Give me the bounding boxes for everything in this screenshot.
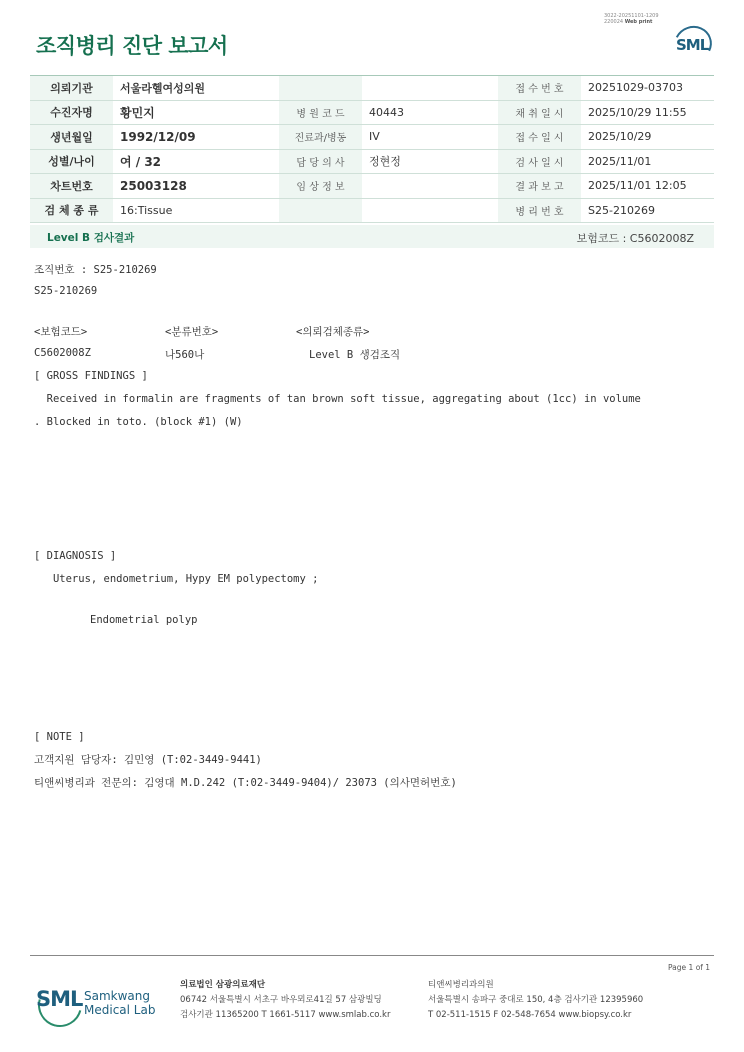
footer-col1-line-1: 의료법인 삼광의료재단 (180, 980, 266, 990)
print-code-2: 220024 (604, 19, 624, 25)
info-label-cell: 차트번호 (30, 174, 113, 199)
col-head-insurance: <보험코드> (34, 326, 88, 338)
footer-logo-sml: SML (36, 987, 83, 1011)
info-label-cell: 수진자명 (30, 100, 113, 125)
sml-logo (674, 26, 712, 62)
info-row (30, 76, 714, 101)
info-label-cell: 의뢰기관 (30, 76, 113, 101)
note-line-1: 고객지원 담당자: 김민영 (T:02-3449-9441) (34, 754, 262, 766)
result-title: Level B 검사결과 (47, 232, 135, 244)
info-value-cell: 2025/11/01 12:05 (581, 174, 714, 199)
gross-line-2: . Blocked in toto. (block #1) (W) (34, 416, 243, 428)
footer-col1-line-3: 검사기관 11365200 T 1661-5117 www.smlab.co.kr (180, 1010, 391, 1020)
footer-col2-line-3: T 02-511-1515 F 02-548-7654 www.biopsy.co.kr (428, 1010, 632, 1020)
col-head-specimen: <의뢰검체종류> (296, 326, 370, 338)
diagnosis-line-2: Endometrial polyp (90, 614, 198, 626)
diagnosis-line-1: Uterus, endometrium, Hypy EM polypectomy ; (34, 573, 319, 585)
info-row (30, 125, 714, 150)
info-value-cell (362, 174, 498, 199)
footer-col-sml (180, 978, 390, 1023)
col-head-class: <분류번호> (165, 326, 219, 338)
info-label-cell: 채 취 일 시 (498, 100, 581, 125)
info-value-cell: 20251029-03703 (581, 76, 714, 101)
footer-col2-line-2: 서울특별시 송파구 중대로 150, 4층 검사기관 12395960 (428, 995, 644, 1005)
info-label-cell: 담 당 의 사 (279, 149, 362, 174)
page-number: Page 1 of 1 (668, 963, 711, 972)
tissue-number: 조직번호 : S25-210269 (34, 264, 157, 276)
info-label-cell: 접 수 일 시 (498, 125, 581, 150)
info-row (30, 198, 714, 223)
footer-col-tnc (428, 978, 643, 1023)
footer-divider (30, 955, 714, 956)
info-label-cell: 결 과 보 고 (498, 174, 581, 199)
result-band (30, 225, 714, 248)
gross-line-1: Received in formalin are fragments of tan brown soft tissue, aggregating about (1cc) in volume (34, 393, 641, 405)
note-line-2: 티앤씨병리과 전문의: 김영대 M.D.242 (T:02-3449-9404)/ 23073 (의사면허번호) (34, 777, 457, 789)
info-value-cell: IV (362, 125, 498, 150)
gross-title: [ GROSS FINDINGS ] (34, 370, 148, 382)
info-row (30, 100, 714, 125)
info-label-cell: 검 체 종 류 (30, 198, 113, 223)
info-label-cell: 임 상 정 보 (279, 174, 362, 199)
print-info (604, 13, 659, 25)
info-value-cell: S25-210269 (581, 198, 714, 223)
tissue-number-2: S25-210269 (34, 285, 98, 297)
info-value-cell: 16:Tissue (113, 198, 279, 223)
report-title: 조직병리 진단 보고서 (36, 34, 228, 58)
info-value-cell: 1992/12/09 (113, 125, 279, 150)
info-label-cell: 병 리 번 호 (498, 198, 581, 223)
logo-text: SML (676, 36, 709, 54)
col-val-class: 나560나 (165, 349, 205, 361)
info-value-cell: 2025/11/01 (581, 149, 714, 174)
footer-col2-line-1: 티앤씨병리과의원 (428, 980, 494, 990)
info-value-cell: 40443 (362, 100, 498, 125)
info-value-cell: 2025/10/29 11:55 (581, 100, 714, 125)
info-label-cell: 생년월일 (30, 125, 113, 150)
info-label-cell: 진료과/병동 (279, 125, 362, 150)
footer-logo (36, 983, 166, 1027)
patient-info-table (30, 75, 714, 223)
info-label-cell: 검 사 일 시 (498, 149, 581, 174)
info-label-cell: 접 수 번 호 (498, 76, 581, 101)
info-value-cell: 여 / 32 (113, 149, 279, 174)
insurance-code: 보험코드 : C5602008Z (576, 232, 694, 245)
info-label-cell: 병 원 코 드 (279, 100, 362, 125)
info-value-cell: 서울라헬여성의원 (113, 76, 279, 101)
footer-col1-line-2: 06742 서울특별시 서초구 바우뫼로41길 57 삼광빌딩 (180, 995, 382, 1005)
col-val-specimen: Level B 생검조직 (309, 349, 401, 361)
info-row (30, 149, 714, 174)
info-value-cell (362, 198, 498, 223)
print-type: Web print (624, 19, 653, 25)
info-value-cell: 2025/10/29 (581, 125, 714, 150)
footer-logo-name-2: Medical Lab (84, 1003, 156, 1017)
info-label-cell: 성별/나이 (30, 149, 113, 174)
print-code: 3022-20251101-1209 (604, 13, 659, 19)
note-title: [ NOTE ] (34, 731, 85, 743)
info-value-cell (362, 76, 498, 101)
footer-logo-name-1: Samkwang (84, 989, 150, 1003)
info-row (30, 174, 714, 199)
info-value-cell: 정현정 (362, 149, 498, 174)
col-val-insurance: C5602008Z (34, 347, 91, 359)
info-value-cell: 25003128 (113, 174, 279, 199)
info-label-cell (279, 198, 362, 223)
diagnosis-title: [ DIAGNOSIS ] (34, 550, 117, 562)
info-label-cell (279, 76, 362, 101)
info-value-cell: 황민지 (113, 100, 279, 125)
